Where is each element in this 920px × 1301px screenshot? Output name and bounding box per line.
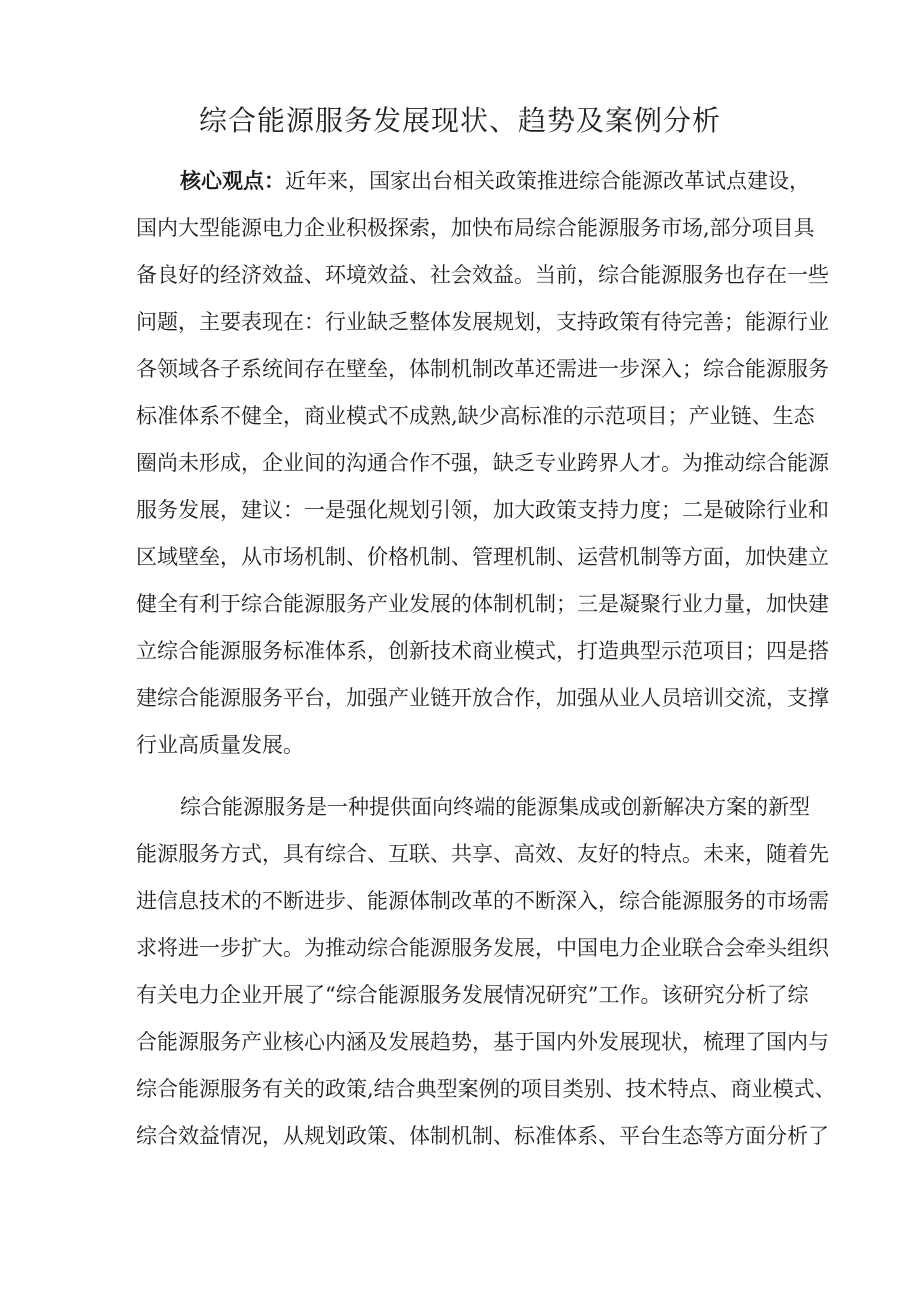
paragraph-1-line-6: 标准体系不健全，商业模式不成熟,缺少高标准的示范项目；产业链、生态 [136,404,815,428]
paragraph-2-line-8: 综合效益情况，从规划政策、体制机制、标准体系、平台生态等方面分析了 [136,1124,829,1148]
paragraph-1-line-11: 立综合能源服务标准体系，创新技术商业模式，打造典型示范项目；四是搭 [136,639,829,663]
paragraph-1-line-2: 国内大型能源电力企业积极探索，加快布局综合能源服务市场,部分项目具 [136,216,815,240]
paragraph-2-line-1: 综合能源服务是一种提供面向终端的能源集成或创新解决方案的新型 [180,795,810,819]
paragraph-2-line-5: 有关电力企业开展了“综合能源服务发展情况研究”工作。该研究分析了综 [136,983,809,1007]
paragraph-1-line-7: 圈尚未形成，企业间的沟通合作不强，缺乏专业跨界人才。为推动综合能源 [136,451,829,475]
paragraph-1-line-12: 建综合能源服务平台，加强产业链开放合作，加强从业人员培训交流，支撑 [136,686,829,710]
paragraph-1-line-10: 健全有利于综合能源服务产业发展的体制机制；三是凝聚行业力量，加快建 [136,592,829,616]
paragraph-1-line-9: 区域壁垒，从市场机制、价格机制、管理机制、运营机制等方面，加快建立 [136,545,829,569]
paragraph-2-line-7: 综合能源服务有关的政策,结合典型案例的项目类别、技术特点、商业模式、 [136,1077,836,1101]
paragraph-1-line-1-text: 近年来，国家出台相关政策推进综合能源改革试点建设， [285,169,810,193]
paragraph-1-line-13: 行业高质量发展。 [136,733,304,757]
paragraph-1-line-3: 备良好的经济效益、环境效益、社会效益。当前，综合能源服务也存在一些 [136,263,829,287]
paragraph-1-line-4: 问题，主要表现在：行业缺乏整体发展规划，支持政策有待完善；能源行业 [136,310,829,334]
core-viewpoint-label: 核心观点： [180,168,285,193]
paragraph-2-line-4: 求将进一步扩大。为推动综合能源服务发展，中国电力企业联合会牵头组织 [136,936,829,960]
document-title: 综合能源服务发展现状、趋势及案例分析 [198,104,721,137]
paragraph-1-line-8: 服务发展，建议：一是强化规划引领，加大政策支持力度；二是破除行业和 [136,498,829,522]
paragraph-1-line-1 [180,165,810,197]
paragraph-2-line-2: 能源服务方式，具有综合、互联、共享、高效、友好的特点。未来，随着先 [136,842,829,866]
paragraph-2-line-6: 合能源服务产业核心内涵及发展趋势，基于国内外发展现状，梳理了国内与 [136,1030,829,1054]
paragraph-2-line-3: 进信息技术的不断进步、能源体制改革的不断深入，综合能源服务的市场需 [136,889,829,913]
paragraph-1-line-5: 各领域各子系统间存在壁垒，体制机制改革还需进一步深入；综合能源服务 [136,357,829,381]
